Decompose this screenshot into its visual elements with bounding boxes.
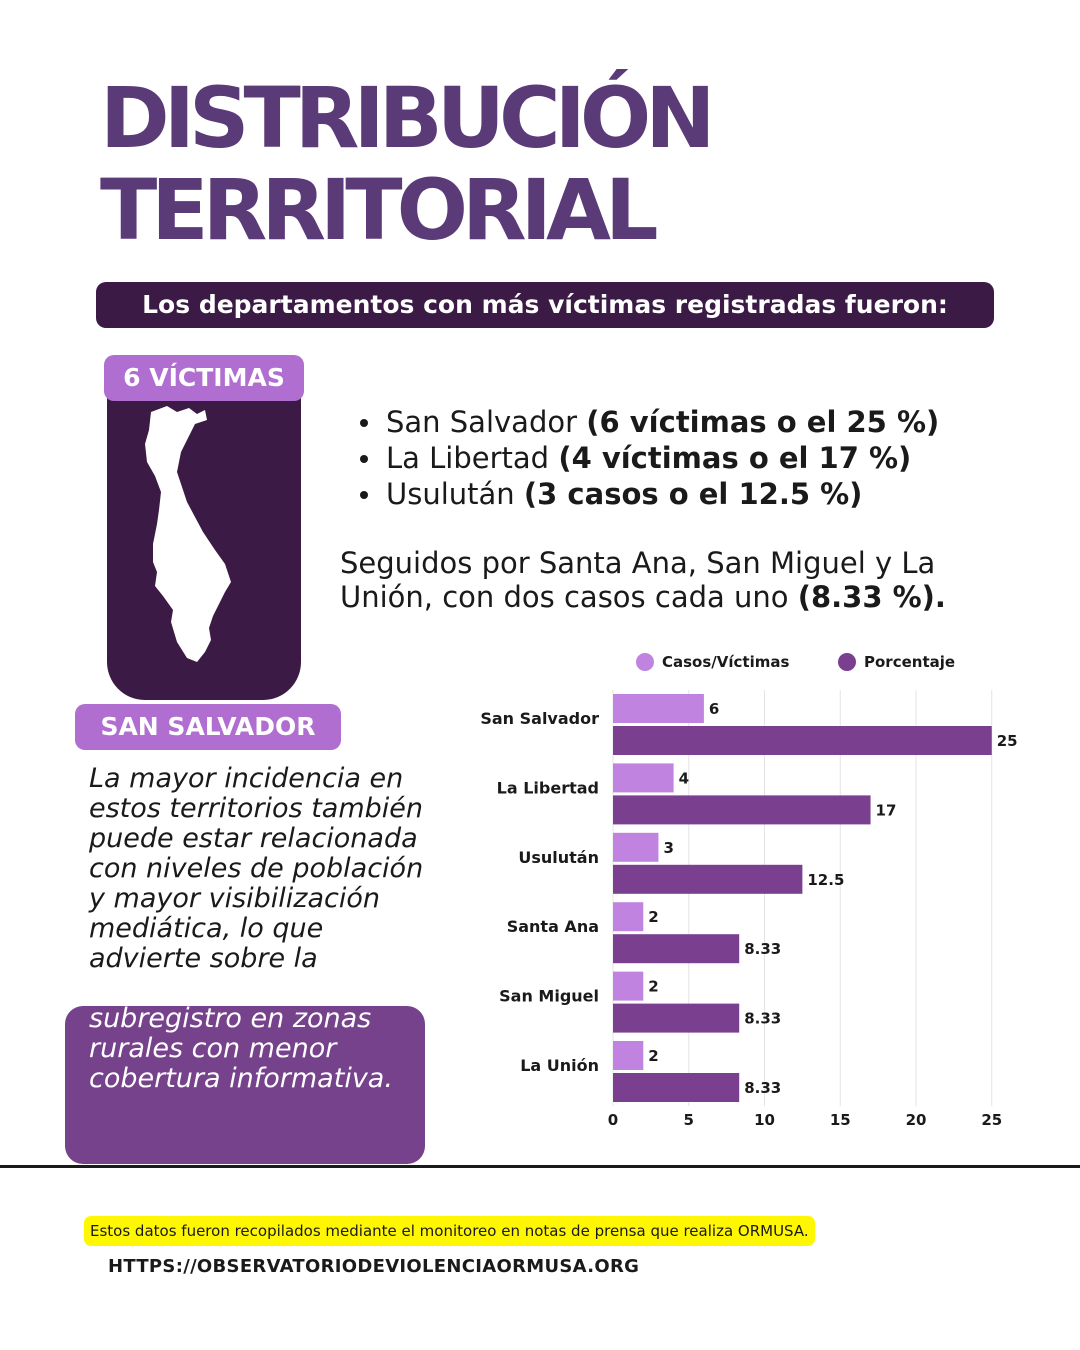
note-part-1: La mayor incidencia en estos territorios también puede estar relacionada con niveles de población y mayor visibilización mediática, lo que advierte sobre la [89, 763, 424, 974]
department-badge: SAN SALVADOR [75, 704, 341, 750]
data-label: 25 [996, 732, 1018, 750]
bar [613, 972, 643, 1001]
x-tick-label: 10 [754, 1111, 775, 1129]
note-paragraph [89, 764, 435, 1094]
data-label: 2 [648, 1047, 659, 1065]
department-name: La Libertad [386, 441, 550, 475]
bar-chart [470, 640, 1030, 1140]
data-label: 12.5 [807, 870, 845, 889]
bar [613, 795, 871, 824]
san-salvador-map-icon [107, 372, 301, 700]
bar [613, 902, 643, 931]
category-label: Santa Ana [506, 917, 599, 937]
x-tick-label: 5 [683, 1111, 694, 1129]
note-part-2: posibilidad de subregistro en zonas rurales con menor cobertura informativa. [89, 973, 393, 1094]
source-note: Estos datos fueron recopilados mediante el monitoreo en notas de prensa que realiza ORMUSA. [84, 1216, 815, 1246]
data-label: 6 [708, 700, 720, 718]
followup-bold: (8.33 %). [797, 580, 946, 614]
source-url: HTTPS://OBSERVATORIODEVIOLENCIAORMUSA.ORG [108, 1256, 640, 1277]
x-tick-label: 25 [981, 1111, 1003, 1129]
data-label: 2 [648, 908, 659, 927]
data-label: 17 [875, 801, 897, 820]
bar [613, 726, 992, 755]
x-tick-label: 20 [905, 1111, 927, 1129]
department-name: Usulután [386, 477, 515, 511]
bar [613, 763, 674, 792]
bar [613, 694, 704, 723]
page-title-line-1: DISTRIBUCIÓN [100, 69, 710, 167]
category-label: San Miguel [499, 986, 599, 1006]
data-label: 4 [678, 769, 690, 788]
page-title-line-2: TERRITORIAL [100, 161, 653, 259]
department-detail: (6 víctimas o el 25 %) [586, 405, 940, 439]
subtitle-banner: Los departamentos con más víctimas registradas fueron: [96, 282, 994, 328]
data-label: 8.33 [744, 1009, 782, 1028]
department-detail: (4 víctimas o el 17 %) [558, 441, 912, 475]
category-label: La Libertad [496, 778, 599, 798]
followup-text: Seguidos por Santa Ana, San Miguel y La Unión, con dos casos cada uno [340, 546, 936, 614]
legend-swatch [636, 653, 654, 671]
category-label: Usulután [518, 847, 599, 867]
department-detail: (3 casos o el 12.5 %) [523, 477, 863, 511]
bar [613, 1004, 739, 1033]
list-item [356, 476, 939, 512]
legend-label: Casos/Víctimas [662, 653, 790, 671]
list-item [356, 404, 939, 440]
footer-divider [0, 1165, 1080, 1168]
legend-label: Porcentaje [864, 653, 956, 671]
bar [613, 1073, 739, 1102]
top-departments-list [356, 404, 939, 512]
bar [613, 934, 739, 963]
bar [613, 865, 802, 894]
data-label: 8.33 [744, 940, 782, 959]
legend-swatch [838, 653, 856, 671]
victims-count-badge: 6 VÍCTIMAS [104, 355, 304, 401]
category-label: La Unión [520, 1056, 599, 1075]
data-label: 2 [648, 977, 659, 996]
x-tick-label: 15 [829, 1111, 851, 1129]
bar [613, 833, 658, 862]
category-label: San Salvador [480, 709, 599, 728]
followup-paragraph [340, 546, 1020, 614]
x-tick-label: 0 [607, 1111, 619, 1129]
data-label: 3 [663, 838, 674, 857]
data-label: 8.33 [744, 1079, 782, 1097]
list-item [356, 440, 939, 476]
bar [613, 1041, 643, 1070]
department-name: San Salvador [386, 405, 578, 439]
